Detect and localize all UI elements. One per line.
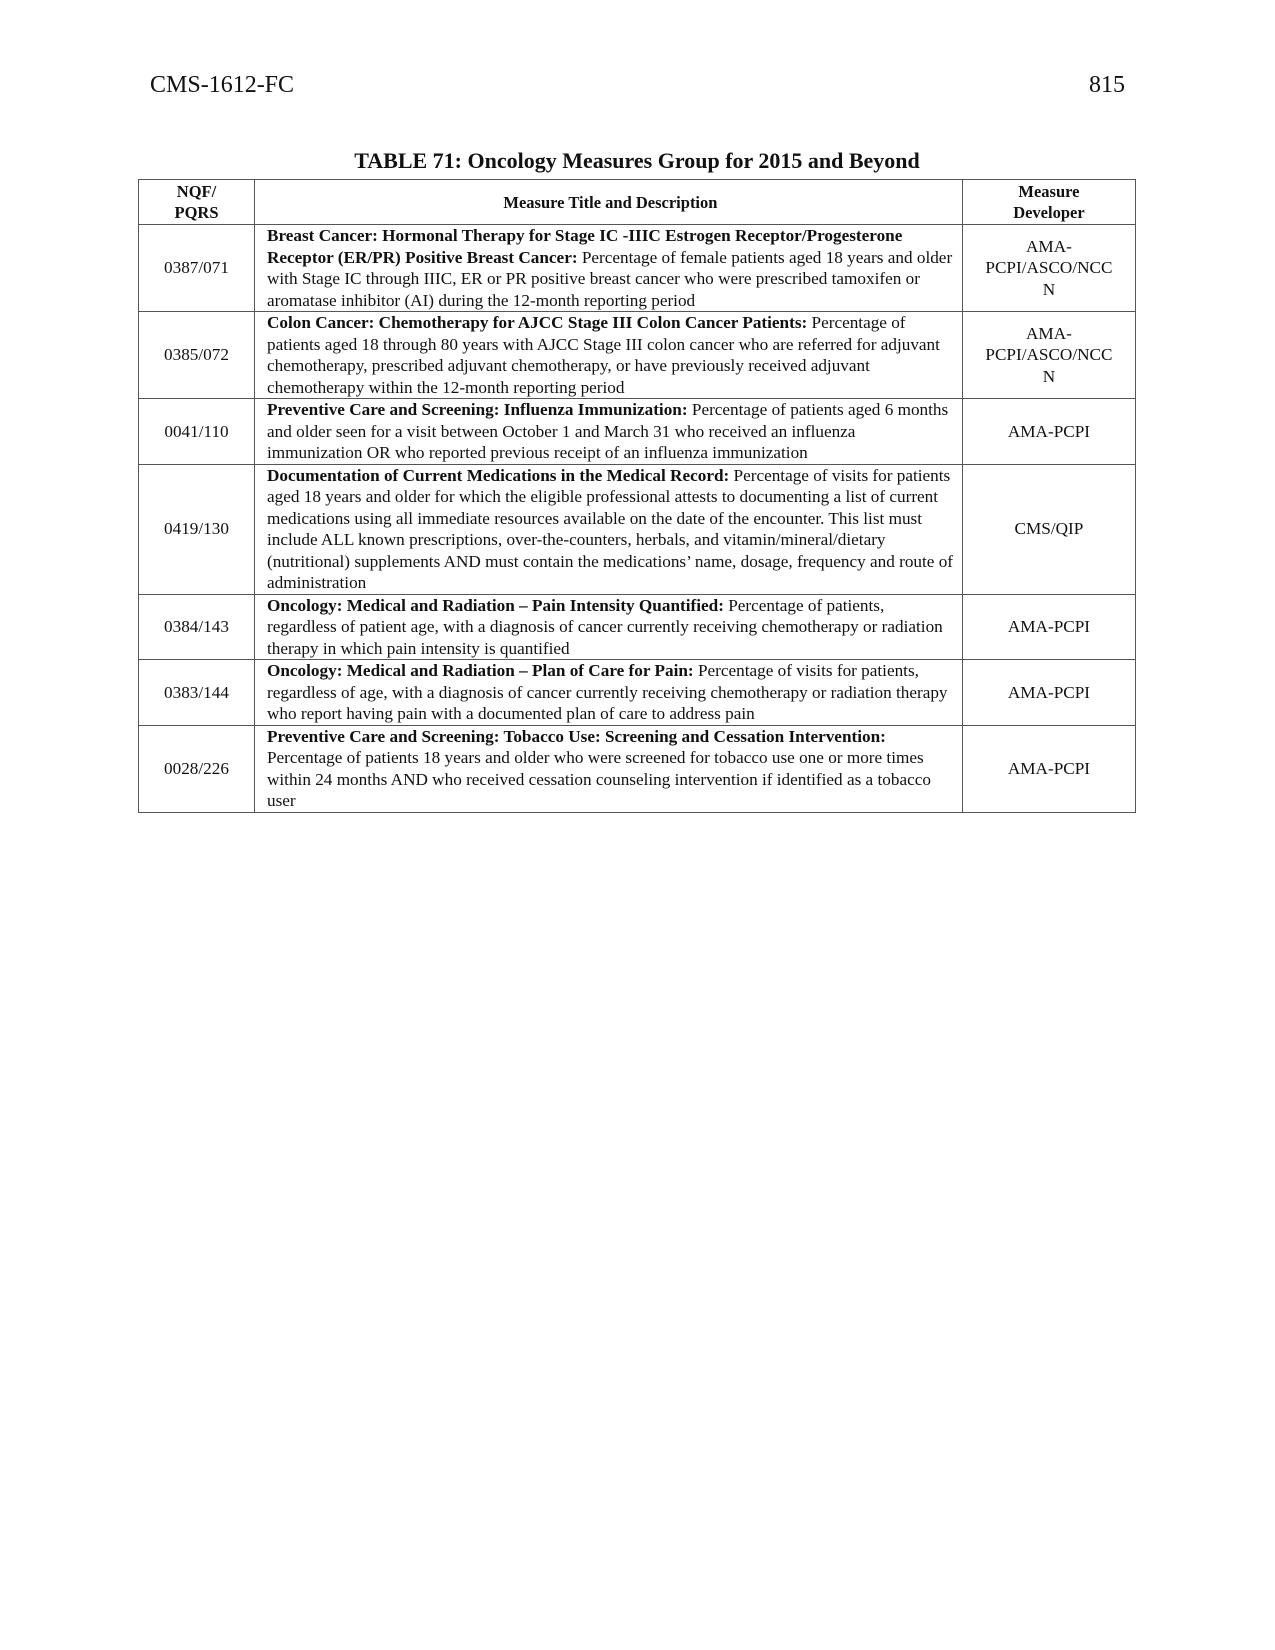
- column-header-measure-developer: [962, 180, 1135, 225]
- measure-developer: [962, 312, 1135, 399]
- measure-id: 0028/226: [139, 725, 255, 812]
- measure-description: [254, 725, 962, 812]
- table-title: TABLE 71: Oncology Measures Group for 2015 and Beyond: [354, 148, 920, 173]
- table-row: [139, 312, 1136, 399]
- measure-id: 0384/143: [139, 594, 255, 660]
- measure-description: [254, 594, 962, 660]
- measure-description: [254, 464, 962, 594]
- table-row: [139, 594, 1136, 660]
- developer-line: N: [1042, 366, 1056, 386]
- measure-title: Colon Cancer: Chemotherapy for AJCC Stage III Colon Cancer Patients:: [266, 313, 808, 332]
- measure-id: 0041/110: [139, 399, 255, 465]
- column-header-nqf-pqrs: [139, 180, 255, 225]
- measure-text: Percentage of patients aged 6 months and older seen for a visit between October 1 and March 31 who received an influenza immunization OR who reported previous receipt of an influenza immunization: [266, 400, 949, 462]
- developer-line: N: [1042, 279, 1056, 299]
- table-row: [139, 399, 1136, 465]
- measure-description: [254, 312, 962, 399]
- measure-description: [254, 660, 962, 726]
- developer-line: PCPI/ASCO/NCC: [985, 258, 1113, 278]
- measure-developer: [962, 464, 1135, 594]
- column-header-line: NQF/: [176, 182, 217, 201]
- measures-table: [138, 179, 1136, 813]
- measure-id: 0385/072: [139, 312, 255, 399]
- developer-line: AMA-: [1026, 323, 1072, 343]
- page-number: 815: [1089, 72, 1125, 98]
- page-header: [150, 72, 1125, 112]
- measure-title: Oncology: Medical and Radiation – Pain Intensity Quantified:: [266, 595, 724, 615]
- developer-line: AMA-PCPI: [1007, 758, 1090, 778]
- measure-developer: [962, 725, 1135, 812]
- measure-developer: [962, 594, 1135, 660]
- measure-developer: [962, 660, 1135, 726]
- table-row: [139, 725, 1136, 812]
- measure-id: 0419/130: [139, 464, 255, 594]
- measure-developer: [962, 399, 1135, 465]
- table-header-row: [139, 180, 1136, 225]
- measure-text: Percentage of patients, regardless of patient age, with a diagnosis of cancer currently receiving chemotherapy or radiation therapy in which pain intensity is quantified: [266, 595, 943, 658]
- table-row: [139, 464, 1136, 594]
- measure-title: Documentation of Current Medications in the Medical Record:: [266, 465, 730, 485]
- measure-id: 0383/144: [139, 660, 255, 726]
- measure-text: Percentage of patients aged 18 through 80 years with AJCC Stage III colon cancer who are referred for adjuvant chemotherapy, prescribed adjuvant chemotherapy, or have previously received adjuvant chemotherapy within the 12-month reporting period: [266, 313, 940, 397]
- measure-text: Percentage of visits for patients, regardless of age, with a diagnosis of cancer currently receiving chemotherapy or radiation therapy who report having pain with a documented plan of care to address pain: [266, 661, 948, 723]
- measure-text: Percentage of patients 18 years and older who were screened for tobacco use one or more times within 24 months AND who received cessation counseling intervention if identified as a tobacco user: [266, 748, 931, 810]
- measure-title: Breast Cancer: Hormonal Therapy for Stage IC -IIIC Estrogen Receptor/Progesterone Receptor (ER/PR) Positive Breast Cancer:: [266, 226, 903, 267]
- developer-line: AMA-: [1026, 236, 1072, 256]
- developer-line: PCPI/ASCO/NCC: [985, 345, 1113, 365]
- developer-line: AMA-PCPI: [1007, 421, 1090, 441]
- measure-text: Percentage of visits for patients aged 18 years and older for which the eligible professional attests to documenting a list of current medications using all immediate resources available on the date of the encounter. This list must include ALL known prescriptions, over-the-counters, herbals, and vitamin/mineral/dietary (nutritional) supplements AND must contain the medications’ name, dosage, frequency and route of administration: [266, 465, 954, 592]
- measure-title: Oncology: Medical and Radiation – Plan of Care for Pain:: [266, 661, 694, 680]
- table-row: [139, 225, 1136, 312]
- measure-title: Preventive Care and Screening: Influenza Immunization:: [266, 400, 688, 419]
- developer-line: AMA-PCPI: [1007, 682, 1090, 702]
- measure-title: Preventive Care and Screening: Tobacco Use: Screening and Cessation Intervention:: [266, 726, 886, 746]
- column-header-line: Developer: [1013, 203, 1085, 222]
- measure-id: 0387/071: [139, 225, 255, 312]
- measure-text: Percentage of female patients aged 18 years and older with Stage IC through IIIC, ER or PR positive breast cancer who were prescribed tamoxifen or aromatase inhibitor (AI) during the 12-month reporting period: [266, 247, 953, 310]
- developer-line: AMA-PCPI: [1007, 617, 1090, 636]
- measure-description: [254, 399, 962, 465]
- measure-description: [254, 225, 962, 312]
- table-row: [139, 660, 1136, 726]
- measure-developer: [962, 225, 1135, 312]
- column-header-measure-title: Measure Title and Description: [254, 180, 962, 225]
- column-header-line: Measure: [1018, 182, 1080, 201]
- column-header-line: PQRS: [174, 203, 219, 222]
- document-id: CMS-1612-FC: [150, 72, 295, 98]
- developer-line: CMS/QIP: [1014, 519, 1084, 539]
